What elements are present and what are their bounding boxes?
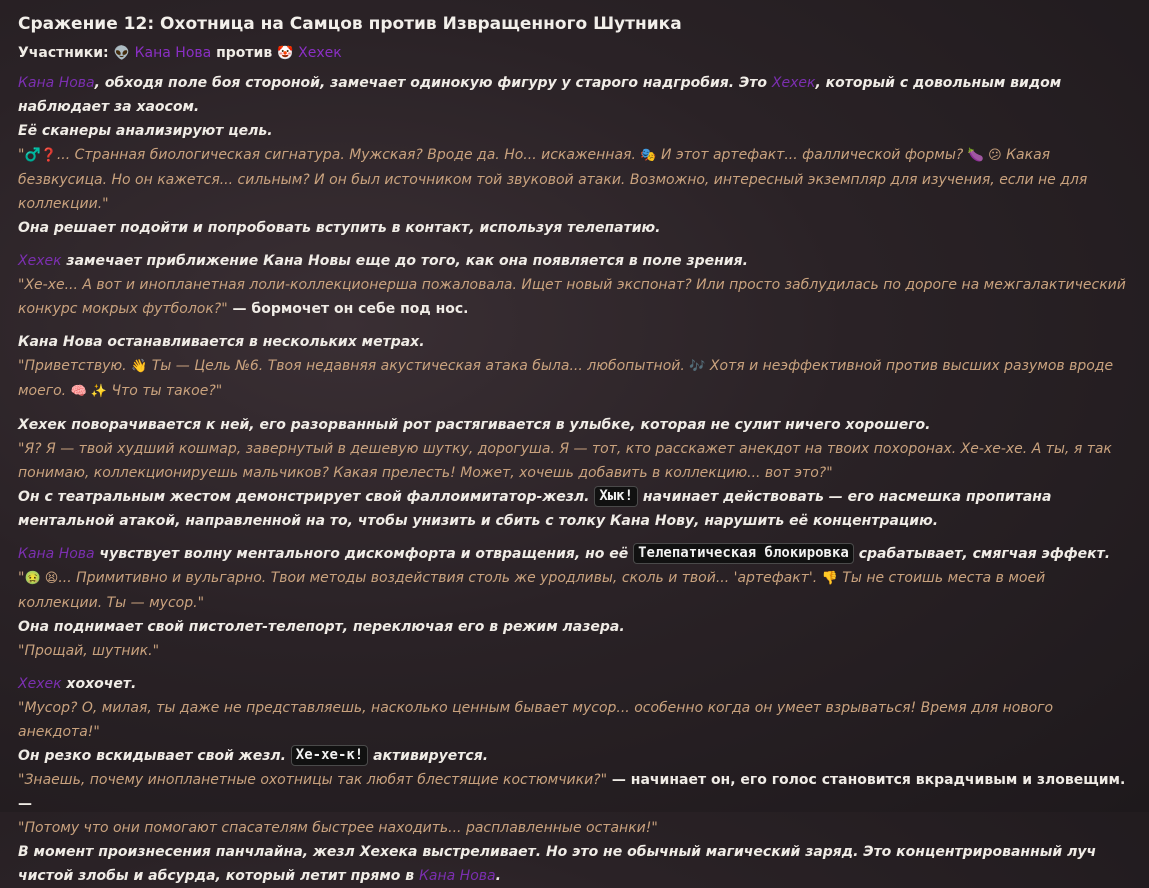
battle-title: Сражение 12: Охотница на Самцов против Извращенного Шутника	[18, 14, 682, 34]
name-hehek: Хехек	[18, 676, 62, 692]
eggplant-confused-icon: 🍆 😕	[967, 148, 1002, 163]
skill-code-hyk: Хык!	[594, 486, 638, 507]
quote-line: "Хе-хе... А вот и инопланетная лоли-коллекционерша пожаловала. Ищет новый экспонат? Или просто заблудилась по дороге на межгалактический конкурс мокрых футболок?" — бормочет он себе под нос.	[18, 277, 1126, 317]
name-kana: Кана Нова	[18, 546, 95, 562]
skill-code-hehek: Хе-хе-к!	[291, 745, 368, 766]
music-notes-icon: 🎶	[689, 359, 706, 374]
brain-sparkle-icon: 🧠 ✨	[70, 384, 108, 399]
quote: "🤢 😫... Примитивно и вульгарно. Твои методы воздействия столь же уродливы, сколь и твой... 'артефакт'. 👎 Ты не стоишь места в моей коллекции. Ты — мусор."	[18, 570, 1046, 611]
narration: Хехек поворачивается к ней, его разорванный рот растягивается в улыбке, которая не сулит ничего хорошего.	[18, 417, 931, 433]
name-hehek: Хехек	[771, 75, 816, 91]
wave-icon: 👋	[131, 359, 148, 374]
clown-icon: 🤡	[277, 46, 294, 61]
masks-icon: 🎭	[640, 148, 657, 163]
narration: Она решает подойти и попробовать вступить в контакт, используя телепатию.	[18, 220, 661, 236]
narration: Он с театральным жестом демонстрирует свой фаллоимитатор-жезл. Хык! начинает действовать — его насмешка пропитана ментальной атакой, направленной на то, чтобы унизить и сбить с толку Кана Нову, нарушить её концентрацию.	[18, 488, 1052, 529]
quote: "♂️❓... Странная биологическая сигнатура. Мужская? Вроде да. Но... искаженная. 🎭 И этот артефакт... фаллической формы? 🍆 😕 Какая безвкусица. Но он кажется... сильным? И он был источником той звуковой атаки. Возможно, интересный экземпляр для изучения, если не для коллекции."	[18, 147, 1088, 212]
quote: "Я? Я — твой худший кошмар, завернутый в дешевую шутку, дорогуша. Я — тот, кто расскажет анекдот на твоих похоронах. Хе-хе-хе. А ты, я так понимаю, коллекционируешь мальчиков? Какая прелесть! Может, хочешь добавить в коллекцию... вот это?"	[18, 441, 1112, 481]
narration: Её сканеры анализируют цель.	[18, 123, 273, 139]
quote: "Мусор? О, милая, ты даже не представляешь, насколько ценным бывает мусор... особенно когда он умеет взрываться! Время для нового анекдота!"	[18, 700, 1054, 740]
quote: "Потому что они помогают спасателям быстрее находить... расплавленные останки!"	[18, 820, 658, 836]
participant-kana: Кана Нова	[134, 45, 212, 61]
male-question-icon: ♂️❓	[24, 148, 57, 163]
name-hehek: Хехек	[18, 253, 62, 269]
nauseated-tired-icon: 🤢 😫	[24, 571, 59, 586]
narration: Она поднимает свой пистолет-телепорт, переключая его в режим лазера.	[18, 619, 625, 635]
name-kana: Кана Нова	[418, 868, 496, 884]
narration: Он резко вскидывает свой жезл. Хе-хе-к! активируется.	[18, 747, 489, 764]
narration: Кана Нова останавливается в нескольких метрах.	[18, 334, 425, 350]
quote-line: "Знаешь, почему инопланетные охотницы так любят блестящие костюмчики?" — начинает он, его голос становится вкрадчивым и зловещим. —	[18, 772, 1126, 812]
narration: Хехек замечает приближение Кана Новы еще до того, как она появляется в поле зрения.	[18, 253, 748, 269]
narration: Кана Нова чувствует волну ментального дискомфорта и отвращения, но её Телепатическая блокировка срабатывает, смягчая эффект.	[18, 545, 1111, 562]
narration: Кана Нова, обходя поле боя стороной, замечает одинокую фигуру у старого надгробия. Это Хехек, который с довольным видом наблюдает за хаосом.	[18, 75, 1062, 115]
skill-code-telepathic-block: Телепатическая блокировка	[633, 543, 854, 564]
participant-hehek: Хехек	[298, 45, 342, 61]
quote: "Приветствую. 👋 Ты — Цель №6. Твоя недавняя акустическая атака была... любопытной. 🎶 Хотя и неэффективной против высших разумов вроде моего. 🧠 ✨ Что ты такое?"	[18, 358, 1114, 399]
participants-label: Участники:	[18, 45, 109, 61]
name-kana: Кана Нова	[18, 75, 95, 91]
thumbs-down-icon: 👎	[821, 571, 838, 586]
quote: "Прощай, шутник."	[18, 643, 160, 659]
participants-line	[18, 45, 1131, 61]
narration: Хехек хохочет.	[18, 676, 137, 692]
alien-icon: 👽	[113, 46, 130, 61]
narration: В момент произнесения панчлайна, жезл Хехека выстреливает. Но это не обычный магический заряд. Это концентрированный луч чистой злобы и абсурда, который летит прямо в Кана Нова.	[18, 844, 1097, 884]
versus-text: против	[216, 45, 273, 61]
